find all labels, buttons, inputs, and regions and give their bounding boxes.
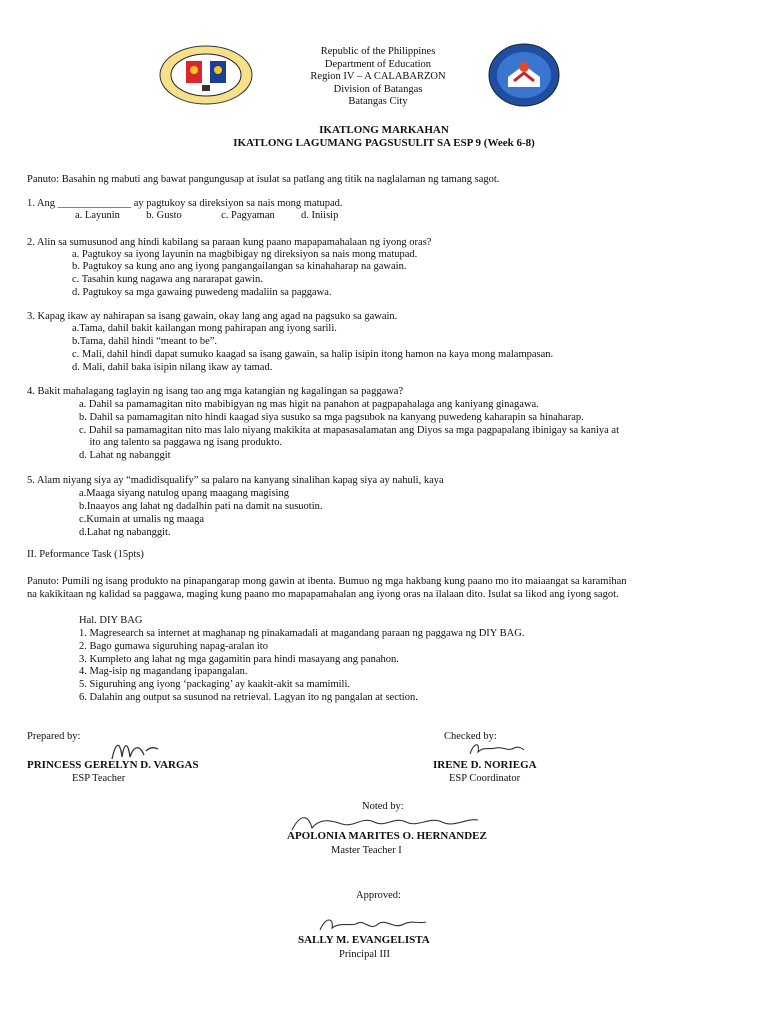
question-3-choice-d: d. Mali, dahil baka isipin nilang ikaw ay tamad. bbox=[72, 362, 273, 373]
step-4: 4. Mag-isip ng magandang ipapangalan. bbox=[79, 666, 248, 677]
approved-name: SALLY M. EVANGELISTA bbox=[298, 934, 430, 946]
exam-quarter-title: IKATLONG MARKAHAN bbox=[319, 124, 449, 136]
header-line-3: Region IV – A CALABARZON bbox=[310, 71, 446, 82]
question-2: 2. Alin sa sumusunod ang hindi kabilang sa paraan kung paano mapapamahalaan ng iyong oras? bbox=[27, 237, 432, 248]
question-5-choice-c: c.Kumain at umalis ng maaga bbox=[79, 514, 205, 525]
example-title: Hal. DIY BAG bbox=[79, 615, 143, 626]
question-3-choice-b: b.Tama, dahil hindi “meant to be”. bbox=[72, 336, 218, 347]
exam-title: IKATLONG LAGUMANG PAGSUSULIT SA ESP 9 (Week 6-8) bbox=[233, 137, 535, 149]
noted-title: Master Teacher I bbox=[331, 845, 402, 856]
question-4-choice-b: b. Dahil sa pamamagitan nito hindi kaagad siya susuko sa mga pagsubok na kanyang puwedeng kaharapin sa hinaharap. bbox=[79, 412, 584, 423]
question-3: 3. Kapag ikaw ay nahirapan sa isang gawain, okay lang ang agad na pagsuko sa gawain. bbox=[27, 311, 398, 322]
question-1: 1. Ang ______________ ay pagtukoy sa direksiyon sa nais mong matupad. bbox=[27, 198, 343, 209]
checked-label: Checked by: bbox=[444, 731, 497, 742]
instructions: Panuto: Basahin ng mabuti ang bawat pangungusap at isulat sa patlang ang titik na naglalaman ng tamang sagot. bbox=[27, 174, 500, 185]
prepared-title: ESP Teacher bbox=[72, 773, 126, 784]
question-1-choices: a. Layunin b. Gusto c. Pagyaman d. Iniisip bbox=[75, 210, 339, 221]
question-3-choice-a: a.Tama, dahil bakit kailangan mong pahirapan ang iyong sarili. bbox=[72, 323, 337, 334]
step-1: 1. Magresearch sa internet at maghanap ng pinakamadali at magandang paraan ng paggawa ng DIY BAG. bbox=[79, 628, 525, 639]
step-2: 2. Bago gumawa siguruhing napag-aralan ito bbox=[79, 641, 268, 652]
question-4-choice-d: d. Lahat ng nabanggit bbox=[79, 450, 171, 461]
performance-task-instructions-2: na kakikitaan ng kalidad sa paggawa, maging kung paano mo mapapamahalan ang iyong oras na ilalaan dito. Isulat sa likod ang iyong sagot. bbox=[27, 589, 619, 600]
prepared-label: Prepared by: bbox=[27, 731, 81, 742]
question-4: 4. Bakit mahalagang taglayin ng isang tao ang mga katangian ng kagalingan sa paggawa? bbox=[27, 386, 404, 397]
performance-task-instructions-1: Panuto: Pumili ng isang produkto na pinapangarap mong gawin at ibenta. Bumuo ng mga hakbang kung paano mo ito maiaangat sa karamihan bbox=[27, 576, 627, 587]
approved-title: Principal III bbox=[339, 949, 391, 960]
checked-title: ESP Coordinator bbox=[449, 773, 521, 784]
checked-name: IRENE D. NORIEGA bbox=[433, 759, 537, 771]
noted-label: Noted by: bbox=[362, 801, 404, 812]
division-seal-logo bbox=[158, 45, 254, 105]
step-3: 3. Kumpleto ang lahat ng mga gagamitin para hindi masayang ang panahon. bbox=[79, 654, 399, 665]
prepared-name: PRINCESS GERELYN D. VARGAS bbox=[27, 759, 199, 771]
question-3-choice-c: c. Mali, dahil hindi dapat sumuko kaagad sa isang gawain, sa halip isipin itong hamon na kaya mong malampasan. bbox=[72, 349, 554, 360]
approved-label: Approved: bbox=[356, 890, 401, 901]
question-5: 5. Alam niyang siya ay “madidisqualify” sa palaro na kanyang sinalihan kapag siya ay nahuli, kaya bbox=[27, 475, 444, 486]
header-line-1: Republic of the Philippines bbox=[320, 46, 436, 57]
question-5-choice-b: b.Inaayos ang lahat ng dadalhin pati na damit na susuotin. bbox=[79, 501, 323, 512]
step-5: 5. Siguruhing ang iyong ‘packaging’ ay kaakit-akit sa mamimili. bbox=[79, 679, 350, 690]
question-2-choice-a: a. Pagtukoy sa iyong layunin na magbibigay ng direksiyon sa nais mong matupad. bbox=[72, 249, 418, 260]
header-line-2: Department of Education bbox=[324, 58, 432, 70]
question-5-choice-d: d.Lahat ng nabanggit. bbox=[79, 527, 171, 538]
step-6: 6. Dalahin ang output sa susunod na retrieval. Lagyan ito ng pangalan at section. bbox=[79, 692, 418, 703]
question-2-choice-c: c. Tasahin kung nagawa ang nararapat gawin. bbox=[72, 274, 263, 285]
question-4-choice-a: a. Dahil sa pamamagitan nito mabibigyan ng mas higit na panahon at pagpapahalaga ang kaniyang ginagawa. bbox=[79, 399, 539, 410]
noted-name: APOLONIA MARITES O. HERNANDEZ bbox=[287, 830, 487, 842]
question-2-choice-d: d. Pagtukoy sa mga gawaing puwedeng madaliin sa paggawa. bbox=[72, 287, 332, 298]
question-2-choice-b: b. Pagtukoy sa kung ano ang iyong pangangailangan sa kinahaharap na gawain. bbox=[72, 261, 407, 272]
header-line-4: Division of Batangas bbox=[333, 83, 423, 95]
performance-task-heading: II. Peformance Task (15pts) bbox=[27, 549, 144, 560]
question-4-choice-c: c. Dahil sa pamamagitan nito mas lalo niyang makikita at mapasasalamatan ang Diyos sa mga pagpapalang ibinigay sa kaniya at bbox=[79, 425, 620, 436]
question-5-choice-a: a.Maaga siyang natulog upang maagang magising bbox=[79, 488, 289, 499]
header-line-5: Batangas City bbox=[348, 96, 408, 107]
question-4-choice-c-cont: ito ang talento sa paggawa ng isang produkto. bbox=[79, 437, 282, 448]
